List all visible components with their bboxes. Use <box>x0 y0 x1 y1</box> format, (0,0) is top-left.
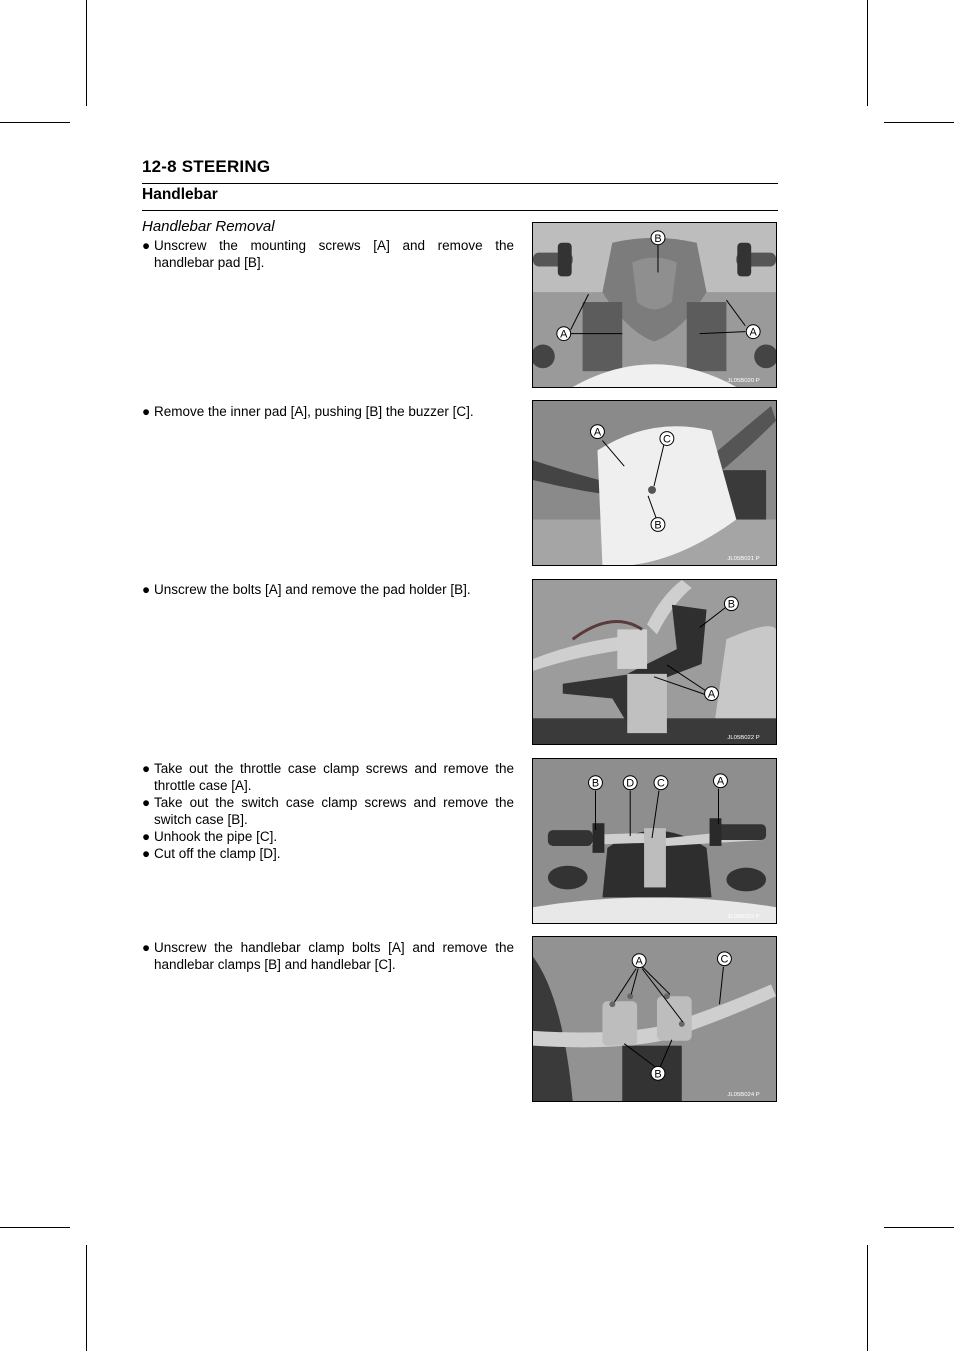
step-text: Take out the switch case clamp screws and remove the switch case [B]. <box>154 795 514 827</box>
header-rule <box>142 183 778 184</box>
svg-text:C: C <box>657 777 665 790</box>
section-rule <box>142 210 778 211</box>
callout-label <box>651 231 665 245</box>
bullet: ● <box>142 795 151 810</box>
callout-label <box>724 597 738 611</box>
step-group-2 <box>142 403 514 420</box>
crop-mark <box>884 1227 954 1228</box>
bullet: ● <box>142 238 151 253</box>
svg-text:B: B <box>654 232 662 245</box>
callout-label <box>591 425 605 439</box>
step-item <box>142 581 514 598</box>
bullet: ● <box>142 940 151 955</box>
photo-image <box>533 937 776 1101</box>
step-group-4 <box>142 760 514 862</box>
svg-text:A: A <box>560 328 568 341</box>
step-group-5 <box>142 939 514 973</box>
step-text: Cut off the clamp [D]. <box>154 846 281 861</box>
svg-text:A: A <box>635 955 643 968</box>
step-item <box>142 828 514 845</box>
svg-text:D: D <box>626 777 635 790</box>
step-item <box>142 845 514 862</box>
crop-mark <box>86 1245 87 1351</box>
crop-mark <box>0 122 70 123</box>
bullet: ● <box>142 829 151 844</box>
figure-code: JL05B024 P <box>727 1092 760 1099</box>
photo-image <box>533 759 776 923</box>
step-text: Unscrew the handlebar clamp bolts [A] and remove the handlebar clamps [B] and handlebar [C]. <box>154 940 514 972</box>
svg-text:B: B <box>654 1068 662 1081</box>
svg-text:A: A <box>593 426 602 439</box>
step-text: Unscrew the bolts [A] and remove the pad holder [B]. <box>154 582 471 597</box>
figure-code: JL05B021 P <box>727 556 760 563</box>
crop-mark <box>86 0 87 106</box>
svg-text:B: B <box>591 777 600 790</box>
crop-mark <box>867 1245 868 1351</box>
figure-code: JL05B020 P <box>727 378 760 385</box>
callout-label <box>651 1066 665 1080</box>
svg-text:B: B <box>654 519 662 532</box>
svg-text:A: A <box>707 688 716 701</box>
figure-pad-holder <box>532 579 777 745</box>
callout-label <box>589 776 603 790</box>
svg-text:C: C <box>720 953 729 966</box>
subsection-title: Handlebar Removal <box>142 218 275 235</box>
figure-handlebar-pad <box>532 222 777 388</box>
callout-label <box>714 774 728 788</box>
bullet: ● <box>142 582 151 597</box>
callout-label <box>746 325 760 339</box>
svg-text:C: C <box>662 433 671 446</box>
callout-label <box>557 327 571 341</box>
step-text: Unscrew the mounting screws [A] and remove the handlebar pad [B]. <box>154 238 514 270</box>
svg-text:A: A <box>749 326 757 339</box>
step-item <box>142 237 514 271</box>
figure-handlebar-clamps <box>532 936 777 1102</box>
crop-mark <box>0 1227 70 1228</box>
callout-label <box>654 776 668 790</box>
callout-label <box>623 776 637 790</box>
step-item <box>142 403 514 420</box>
step-item <box>142 760 514 794</box>
callout-label <box>651 518 665 532</box>
bullet: ● <box>142 404 151 419</box>
callout-label <box>705 687 719 701</box>
callout-label <box>717 952 731 966</box>
callout-label <box>632 954 646 968</box>
photo-image <box>533 580 776 744</box>
step-group-3 <box>142 581 514 598</box>
figure-handlebar-cases <box>532 758 777 924</box>
page-title: 12-8 STEERING <box>142 157 271 176</box>
callout-label <box>660 432 674 446</box>
step-text: Take out the throttle case clamp screws and remove the throttle case [A]. <box>154 761 514 793</box>
step-text: Remove the inner pad [A], pushing [B] the buzzer [C]. <box>154 404 474 419</box>
figure-code: JL05B022 P <box>727 735 760 742</box>
step-group-1 <box>142 237 514 271</box>
crop-mark <box>884 122 954 123</box>
bullet: ● <box>142 846 151 861</box>
photo-image <box>533 223 776 387</box>
svg-text:A: A <box>716 775 725 788</box>
figure-inner-pad <box>532 400 777 566</box>
crop-mark <box>867 0 868 106</box>
step-item <box>142 939 514 973</box>
step-text: Unhook the pipe [C]. <box>154 829 278 844</box>
photo-image <box>533 401 776 565</box>
svg-text:B: B <box>727 598 736 611</box>
figure-code: JL05B023 P <box>727 914 760 921</box>
step-item <box>142 794 514 828</box>
section-title: Handlebar <box>142 186 218 203</box>
bullet: ● <box>142 761 151 776</box>
